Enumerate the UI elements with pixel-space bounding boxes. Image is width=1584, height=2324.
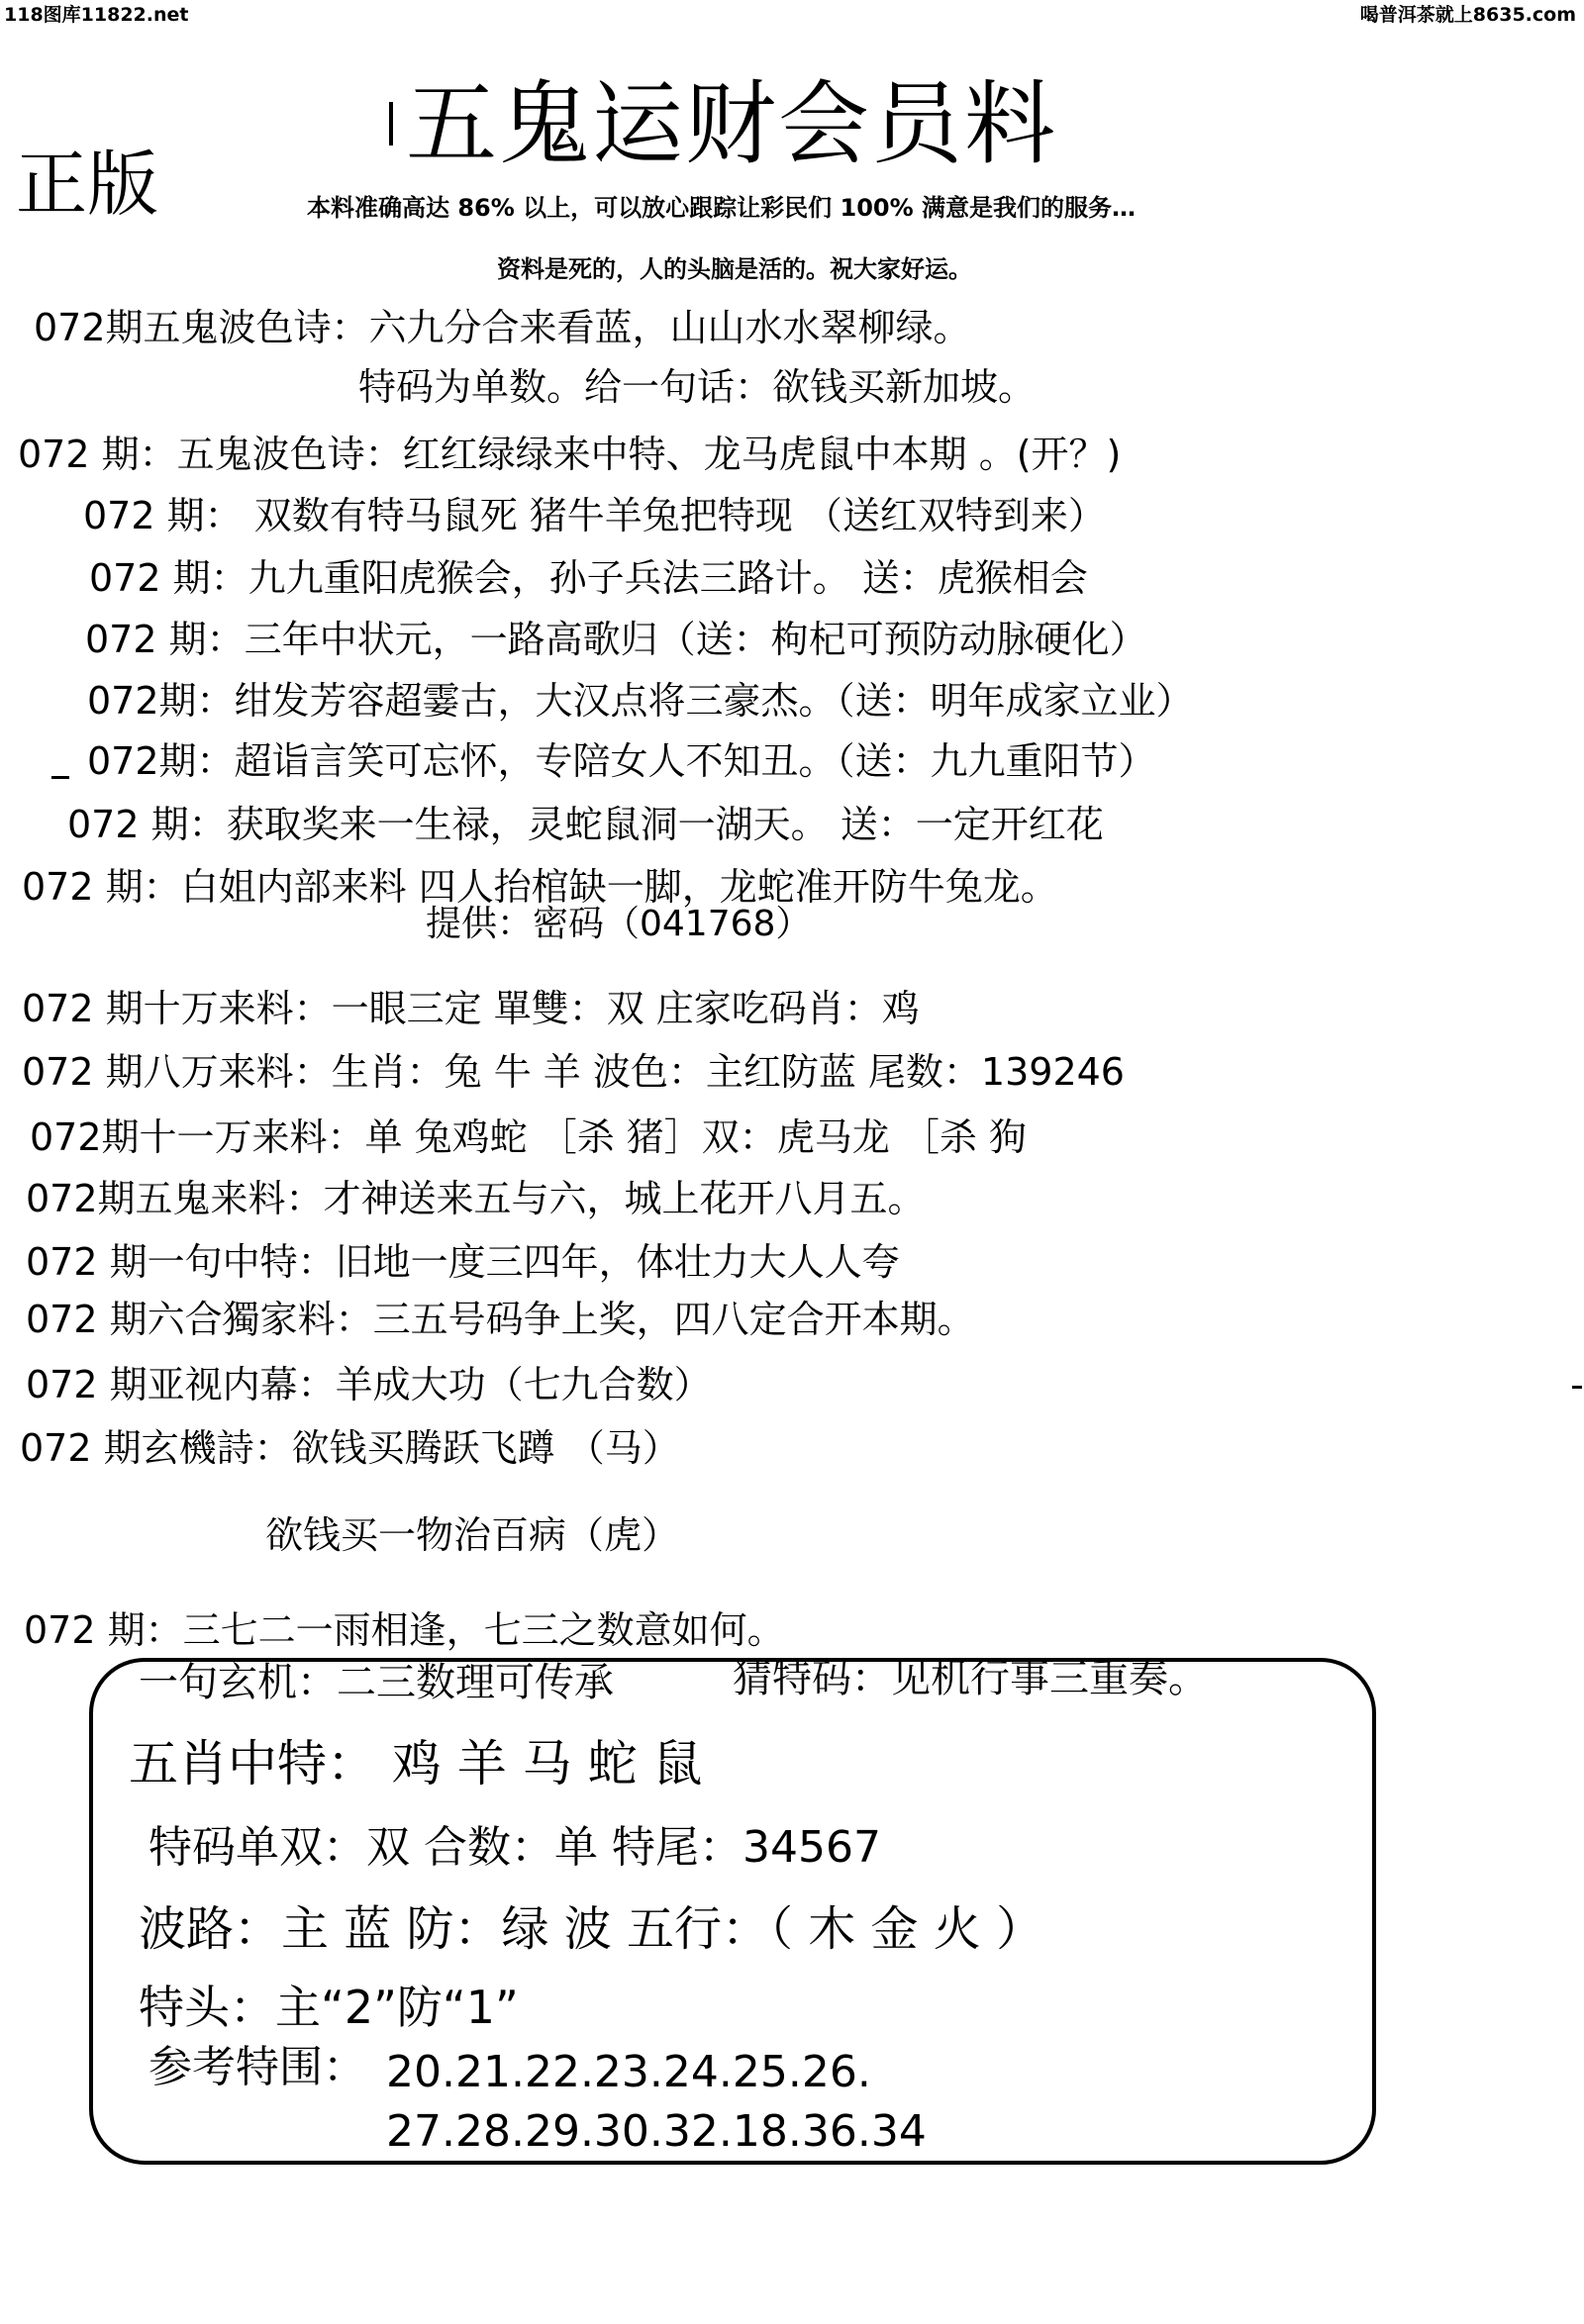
- scan-mark: [51, 776, 69, 779]
- accuracy-note: 本料准确高达 86% 以上，可以放心跟踪让彩民们 100% 满意是我们的服务…: [307, 194, 1137, 222]
- site-watermark-right: 喝普洱茶就上8635.com: [1359, 4, 1576, 26]
- riddle-line: 一句玄机：二三数理可传承: [139, 1660, 614, 1705]
- prediction-line: 072 期：九九重阳虎猴会，孙子兵法三路计。 送：虎猴相会: [89, 556, 1088, 600]
- prediction-line: 072 期八万来料：生肖：兔 牛 羊 波色：主红防蓝 尾数：139246: [22, 1050, 1125, 1094]
- prediction-line: 072 期一句中特：旧地一度三四年，体壮力大人人夸: [26, 1240, 900, 1284]
- prediction-line: 072 期十万来料：一眼三定 單雙：双 庄家吃码肖：鸡: [22, 987, 920, 1030]
- head-line: 特头：主“2”防“1”: [139, 1981, 519, 2034]
- prediction-line: 072期十一万来料：单 兔鸡蛇 ［杀 猪］双：虎马龙 ［杀 狗: [30, 1115, 1027, 1159]
- password-line: 提供：密码（041768）: [426, 904, 812, 944]
- scan-mark: [1572, 1386, 1582, 1389]
- prediction-line: 072 期玄機詩：欲钱买腾跃飞蹲 （马）: [20, 1426, 680, 1470]
- prediction-line: 072 期：三七二一雨相逢，七三之数意如何。: [24, 1608, 785, 1652]
- reference-label: 参考特围：: [148, 2042, 366, 2092]
- page-title: 五鬼运财会员料: [406, 71, 1058, 177]
- reference-numbers-row2: 27.28.29.30.32.18.36.34: [386, 2106, 927, 2157]
- prediction-line: 072 期：获取奖来一生禄，灵蛇鼠洞一湖天。 送：一定开红花: [67, 803, 1104, 846]
- prediction-line: 特码为单数。给一句话：欲钱买新加坡。: [358, 365, 1037, 409]
- prediction-line: 072期：超诣言笑可忘怀，专陪女人不知丑。（送：九九重阳节）: [87, 739, 1156, 783]
- motto-note: 资料是死的，人的头脑是活的。祝大家好运。: [497, 255, 972, 283]
- edition-label: 正版: [16, 143, 159, 226]
- prediction-line: 欲钱买一物治百病（虎）: [265, 1513, 680, 1557]
- odd-even-line: 特码单双：双 合数：单 特尾：34567: [148, 1822, 881, 1873]
- prediction-line: 072期五鬼来料：才神送来五与六，城上花开八月五。: [26, 1177, 926, 1220]
- prediction-line: 072 期：白姐内部来料 四人抬棺缺一脚，龙蛇准开防牛兔龙。: [22, 865, 1058, 909]
- title-marker: [389, 102, 393, 145]
- prediction-line: 072 期：三年中状元，一路高歌归（送：枸杞可预防动脉硬化）: [85, 618, 1147, 661]
- site-watermark-left: 118图库11822.net: [4, 4, 189, 26]
- reference-numbers-row1: 20.21.22.23.24.25.26.: [386, 2047, 871, 2097]
- wave-line: 波路：主 蓝 防：绿 波 五行：（ 木 金 火 ）: [139, 1901, 1044, 1957]
- prediction-line: 072 期六合獨家料：三五号码争上奖，四八定合开本期。: [26, 1298, 975, 1341]
- prediction-line: 072期五鬼波色诗：六九分合来看蓝，山山水水翠柳绿。: [34, 306, 971, 349]
- prediction-line: 072 期：五鬼波色诗：红红绿绿来中特、龙马虎鼠中本期 。(开？): [18, 433, 1122, 476]
- guess-line: 猜特码：见机行事三重奏。: [733, 1656, 1208, 1701]
- prediction-line: 072期：绀发芳容超霎古，大汉点将三豪杰。（送：明年成家立业）: [87, 679, 1194, 723]
- five-zodiac-line: 五肖中特： 鸡 羊 马 蛇 鼠: [129, 1735, 703, 1792]
- prediction-line: 072 期亚视内幕：羊成大功（七九合数）: [26, 1363, 712, 1406]
- prediction-line: 072 期： 双数有特马鼠死 猪牛羊兔把特现 （送红双特到来）: [83, 494, 1106, 537]
